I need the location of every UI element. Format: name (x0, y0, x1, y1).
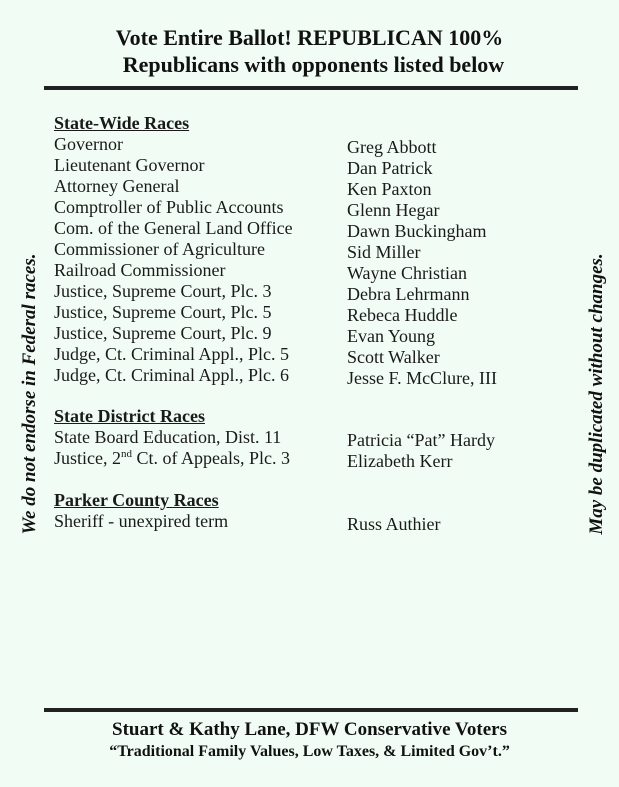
race-candidate: Jesse F. McClure, III (347, 368, 498, 388)
race-candidate: Scott Walker (347, 347, 440, 367)
office-ordinal-suffix: nd (121, 448, 132, 460)
race-candidate: Glenn Hegar (347, 200, 440, 220)
race-office: Comptroller of Public Accounts (54, 197, 284, 217)
race-row (54, 302, 534, 323)
race-office: Justice, Supreme Court, Plc. 3 (54, 281, 272, 301)
race-office: Sheriff - unexpired term (54, 511, 229, 531)
footer-sponsor: Stuart & Kathy Lane, DFW Conservative Voters (112, 719, 507, 740)
race-row (54, 155, 534, 176)
section-title-state-district: State District Races (54, 406, 205, 426)
race-candidate: Rebeca Huddle (347, 305, 458, 325)
header-line-2: Republicans with opponents listed below (122, 52, 505, 77)
race-office: Judge, Ct. Criminal Appl., Plc. 5 (54, 344, 290, 364)
race-office: Railroad Commissioner (54, 260, 226, 280)
race-office: State Board Education, Dist. 11 (54, 427, 282, 447)
race-candidate: Elizabeth Kerr (347, 451, 453, 471)
race-office: Commissioner of Agriculture (54, 239, 265, 259)
race-office: Com. of the General Land Office (54, 218, 293, 238)
race-office: Lieutenant Governor (54, 155, 205, 175)
race-office (54, 448, 290, 469)
section-title-state-wide: State-Wide Races (54, 113, 190, 133)
race-row (54, 197, 534, 218)
race-candidate: Ken Paxton (347, 179, 432, 199)
race-candidate: Evan Young (347, 326, 436, 346)
race-row (54, 218, 534, 239)
race-candidate: Dan Patrick (347, 158, 433, 178)
race-office: Justice, Supreme Court, Plc. 5 (54, 302, 272, 322)
race-office: Attorney General (54, 176, 180, 196)
footer-motto: “Traditional Family Values, Low Taxes, & Limited Gov’t.” (109, 743, 510, 760)
race-candidate: Russ Authier (347, 514, 441, 534)
race-row (54, 511, 534, 532)
right-side-note: May be duplicated without changes. (586, 253, 607, 535)
race-candidate: Dawn Buckingham (347, 221, 487, 241)
races-list (54, 0, 534, 787)
race-row (54, 176, 534, 197)
left-side-note: We do not endorse in Federal races. (19, 253, 40, 535)
race-candidate: Greg Abbott (347, 137, 437, 157)
section-title-parker-county: Parker County Races (54, 490, 219, 510)
office-text-post: Ct. of Appeals, Plc. 3 (132, 448, 290, 468)
race-row (54, 134, 534, 155)
bottom-divider (44, 708, 578, 712)
race-candidate: Debra Lehrmann (347, 284, 470, 304)
race-candidate: Sid Miller (347, 242, 421, 262)
race-office: Judge, Ct. Criminal Appl., Plc. 6 (54, 365, 290, 385)
race-row (54, 427, 534, 448)
race-row (54, 281, 534, 302)
race-row (54, 260, 534, 281)
race-row (54, 448, 534, 469)
race-row (54, 365, 534, 386)
header-line-1: Vote Entire Ballot! REPUBLICAN 100% (115, 25, 504, 50)
race-row (54, 344, 534, 365)
race-candidate: Patricia “Pat” Hardy (347, 430, 495, 450)
race-row (54, 323, 534, 344)
race-candidate: Wayne Christian (347, 263, 468, 283)
race-office: Justice, Supreme Court, Plc. 9 (54, 323, 272, 343)
race-row (54, 239, 534, 260)
office-text-pre: Justice, 2 (54, 448, 121, 468)
race-office: Governor (54, 134, 123, 154)
